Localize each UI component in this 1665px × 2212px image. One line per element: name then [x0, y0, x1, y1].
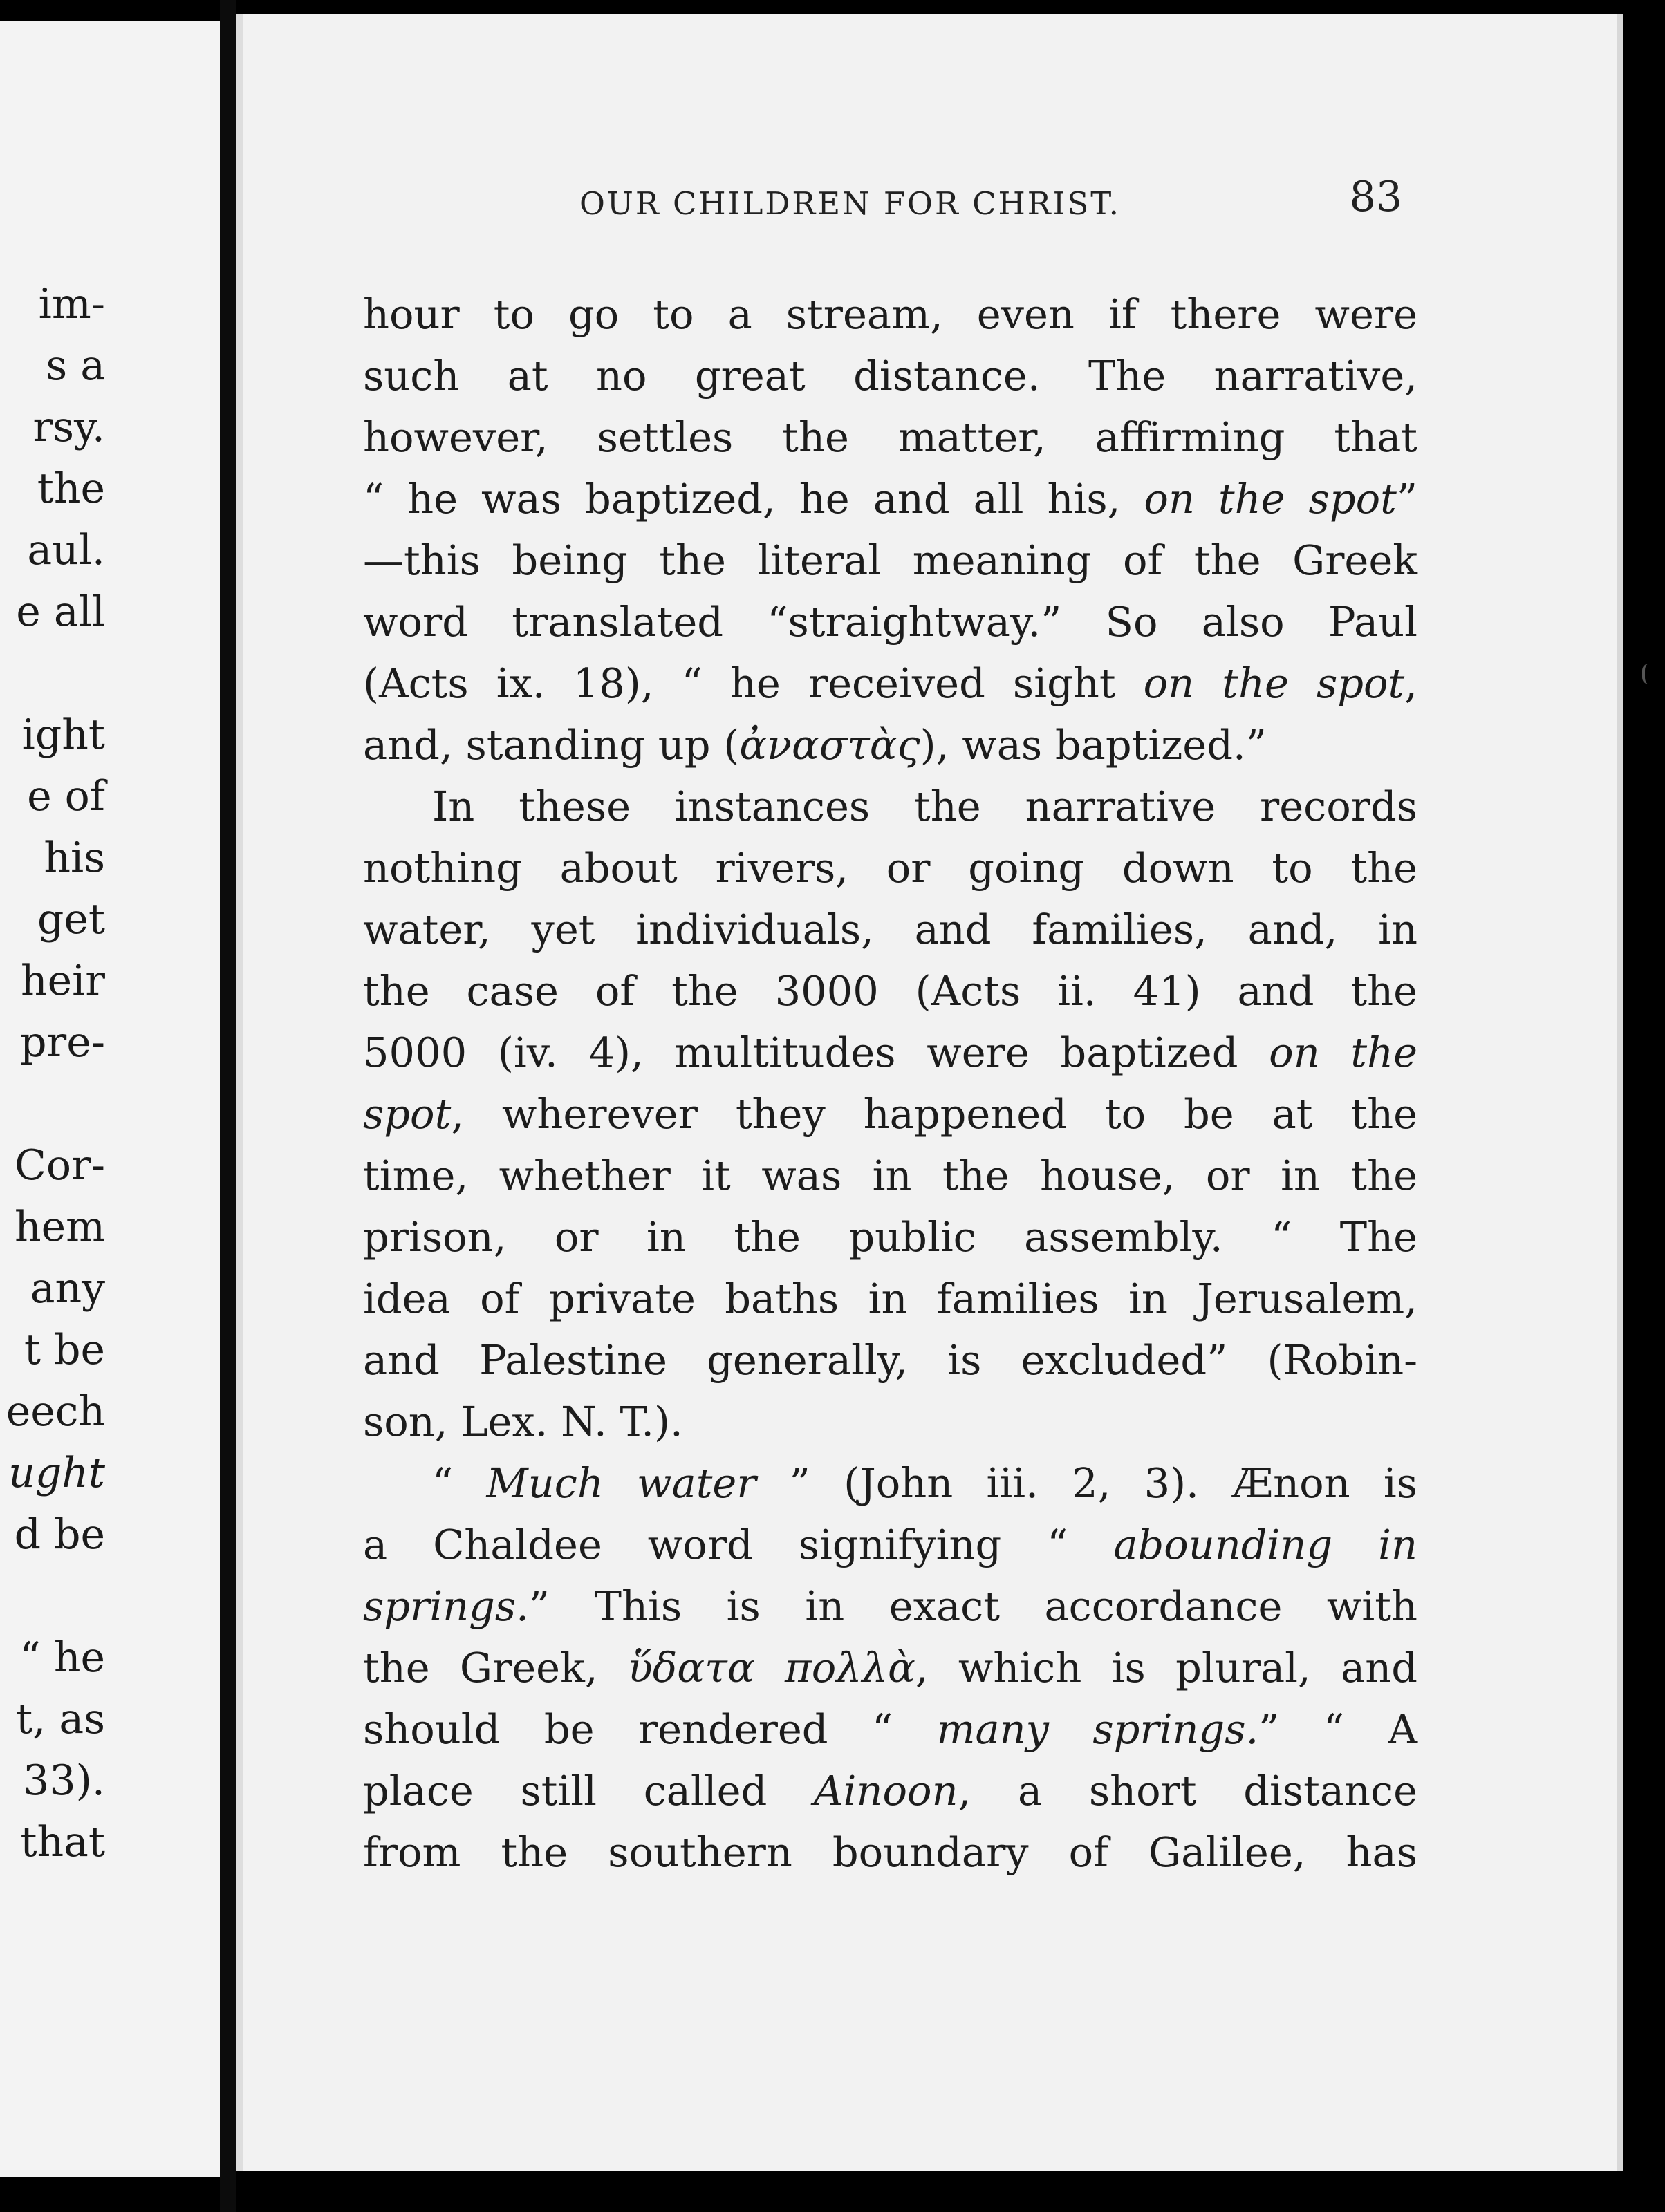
text-run: , [1404, 659, 1417, 707]
text-run: , a short distance [958, 1767, 1417, 1815]
italic-text-run: ἀναστὰς [739, 721, 920, 769]
text-line [363, 1514, 1417, 1575]
text-line [363, 1821, 1417, 1883]
previous-page-line: aul. [27, 526, 105, 574]
previous-page-line: heir [20, 957, 105, 1005]
text-run: son, Lex. N. T.). [363, 1398, 683, 1445]
previous-page-line: s a [46, 341, 105, 390]
italic-text-run: Ainoon [814, 1767, 958, 1815]
text-line [363, 345, 1417, 406]
text-line [363, 714, 1417, 776]
text-run: from the southern boundary of Galilee, has [363, 1828, 1417, 1876]
text-line [363, 1575, 1417, 1637]
previous-page-fragment [0, 21, 220, 2177]
running-head [337, 173, 1402, 221]
previous-page-line: ight [21, 711, 105, 759]
previous-page-line: ught [8, 1449, 105, 1497]
previous-page-line: t be [24, 1326, 105, 1374]
previous-page-line: hem [14, 1203, 105, 1251]
previous-page-line: rsy. [32, 403, 105, 451]
text-run: time, whether it was in the house, or in the [363, 1152, 1417, 1199]
italic-text-run: on the spot [1143, 659, 1405, 707]
page-inner-edge [236, 14, 243, 2171]
text-line [363, 1206, 1417, 1268]
text-run: idea of private baths in families in Jerusalem, [363, 1275, 1417, 1322]
text-run: water, yet individuals, and families, and, in [363, 906, 1417, 953]
text-line [363, 653, 1417, 714]
italic-text-run: many springs. [936, 1705, 1259, 1753]
previous-page-line: any [30, 1264, 105, 1313]
text-run: should be rendered “ [363, 1705, 937, 1753]
text-line [363, 960, 1417, 1022]
text-run: —this being the literal meaning of the Greek [363, 536, 1417, 584]
text-run: prison, or in the public assembly. “ The [363, 1213, 1417, 1261]
italic-text-run: on the spot [1144, 475, 1397, 523]
text-line [363, 591, 1417, 653]
previous-page-line: eech [6, 1387, 105, 1436]
text-run: such at no great distance. The narrative, [363, 352, 1417, 400]
text-line [363, 1698, 1417, 1760]
text-run: “ he was baptized, he and all his, [363, 475, 1144, 523]
italic-text-run: springs. [363, 1582, 529, 1630]
text-line [363, 776, 1417, 837]
text-run: hour to go to a stream, even if there were [363, 290, 1417, 338]
previous-page-line: e of [27, 772, 105, 821]
page-number: 83 [1349, 173, 1402, 221]
text-run: and Palestine generally, is excluded” (Robin- [363, 1336, 1417, 1384]
italic-text-run: abounding in [1113, 1521, 1417, 1568]
text-run: (Acts ix. 18), “ he received sight [363, 659, 1144, 707]
previous-page-line: e all [16, 588, 105, 636]
text-run: and, standing up ( [363, 721, 740, 769]
text-line [363, 1391, 1417, 1452]
text-run: the Greek, [363, 1644, 628, 1691]
book-gutter [220, 0, 236, 2212]
previous-page-line: “ he [19, 1633, 105, 1682]
previous-page-line: t, as [16, 1695, 105, 1743]
previous-page-line: 33). [23, 1756, 105, 1805]
text-line [363, 1329, 1417, 1391]
text-line [363, 837, 1417, 899]
italic-text-run: Much water [486, 1459, 756, 1507]
text-line [363, 468, 1417, 529]
text-run: however, settles the matter, affirming that [363, 413, 1417, 461]
previous-page-line: d be [14, 1510, 105, 1559]
text-run: , which is plural, and [915, 1644, 1417, 1691]
text-line [363, 1452, 1417, 1514]
text-run: the case of the 3000 (Acts ii. 41) and the [363, 967, 1417, 1015]
text-line [363, 1268, 1417, 1329]
text-line [363, 1145, 1417, 1206]
italic-text-run: on the [1269, 1029, 1417, 1076]
text-run: ” “ A [1258, 1705, 1417, 1753]
text-run: a Chaldee word signifying “ [363, 1521, 1114, 1568]
previous-page-line: that [20, 1818, 105, 1866]
previous-page-line: pre- [20, 1018, 105, 1067]
text-line [363, 406, 1417, 468]
previous-page-line: Cor- [15, 1141, 105, 1190]
text-line [363, 1022, 1417, 1083]
text-line [363, 1083, 1417, 1145]
previous-page-line: his [44, 834, 105, 882]
text-line [363, 1637, 1417, 1698]
text-run: ” (John iii. 2, 3). Ænon is [756, 1459, 1418, 1507]
body-text [363, 283, 1417, 1883]
previous-page-line: the [37, 465, 105, 513]
text-run: nothing about rivers, or going down to the [363, 844, 1417, 892]
text-run: 5000 (iv. 4), multitudes were baptized [363, 1029, 1269, 1076]
text-line [363, 529, 1417, 591]
text-run: place still called [363, 1767, 815, 1815]
previous-page-text [0, 21, 105, 2177]
text-run: ), was baptized.” [920, 721, 1267, 769]
text-run: In these instances the narrative records [432, 782, 1417, 830]
text-line [363, 899, 1417, 960]
previous-page-line: im- [38, 280, 105, 328]
italic-text-run: spot [363, 1090, 452, 1138]
running-head-title: OUR CHILDREN FOR CHRIST. [579, 185, 1121, 222]
text-run: ” [1396, 475, 1417, 523]
previous-page-line: get [37, 895, 105, 944]
text-run: , wherever they happened to be at the [451, 1090, 1417, 1138]
italic-text-run: ὕδατα πολλὰ [627, 1644, 915, 1691]
text-run: “ [432, 1459, 487, 1507]
text-run: word translated “straightway.” So also Paul [363, 598, 1417, 646]
text-line [363, 1760, 1417, 1821]
text-run: ” This is in exact accordance with [528, 1582, 1417, 1630]
page-edge-mark [1642, 664, 1650, 684]
text-line [363, 283, 1417, 345]
